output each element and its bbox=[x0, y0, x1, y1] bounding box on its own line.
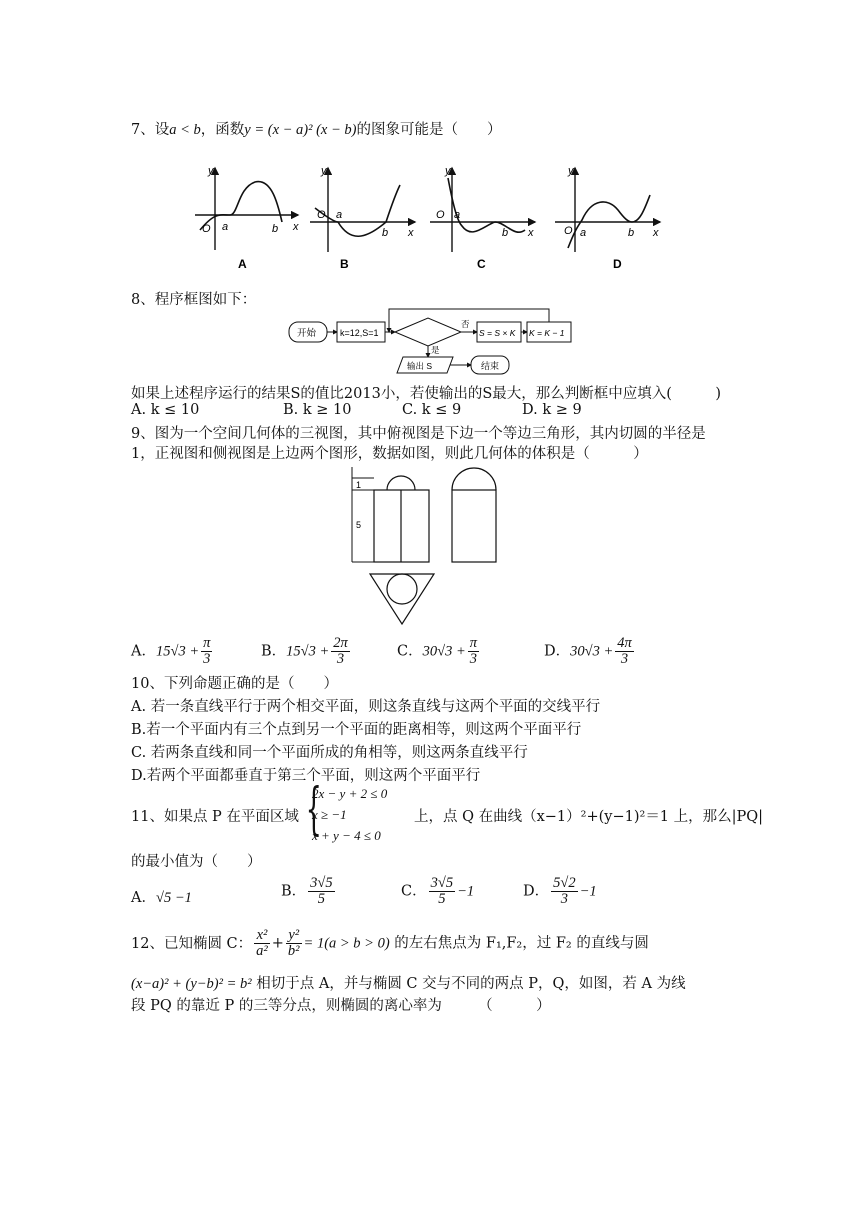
flow-output-label: 输出 S bbox=[407, 361, 433, 371]
q9-option-d-den: 3 bbox=[620, 651, 629, 668]
q9-option-c bbox=[397, 636, 481, 667]
q10-option-a: A. 若一条直线平行于两个相交平面，则这条直线与这两个平面的交线平行 bbox=[131, 699, 601, 715]
q11-ineq-1: 2x − y + 2 ≤ 0 bbox=[312, 786, 388, 801]
q7-b-ylabel: y bbox=[321, 165, 327, 177]
q11-suffix: 上，点 Q 在曲线（x−1）²+(y−1)²＝1 上，那么|PQ| bbox=[414, 809, 764, 825]
q7-stem-prefix: 7、设 bbox=[131, 122, 170, 138]
q9-option-d-whole: 30√3 + bbox=[570, 643, 614, 660]
q7-a-pt-a: a bbox=[222, 221, 229, 233]
q10-option-b: B.若一个平面内有三个点到另一个平面的距离相等，则这两个平面平行 bbox=[131, 722, 582, 738]
q12-line1: 12、已知椭圆 C： $\frac{\text{x²}}{\text{a²}}$ + $\frac{\text{y²}}{\text{b²}}$ = 1(a > b > 0) 的左右焦点为 F₁,F₂，过 F₂ 的直线与圆 bbox=[131, 927, 649, 960]
q7-graph-b bbox=[310, 165, 415, 271]
q9-dim-1: 1 bbox=[356, 480, 362, 490]
q11-line2: 的最小值为（ ） bbox=[131, 854, 262, 870]
q8-flowchart bbox=[285, 305, 585, 380]
q11-option-d-tail: −1 bbox=[579, 883, 597, 900]
q11-option-a-text: √5 −1 bbox=[155, 890, 192, 906]
q9-front-view bbox=[352, 467, 429, 562]
q7-d-xlabel: x bbox=[653, 227, 659, 239]
q9-option-b-den: 3 bbox=[336, 651, 345, 668]
q8-question: 如果上述程序运行的结果S的值比2013小，若使输出的S最大，那么判断框中应填入( ) bbox=[131, 386, 722, 402]
q8-option-c: C. k ≤ 9 bbox=[402, 402, 462, 418]
q7-stem bbox=[131, 118, 501, 139]
q7-a-label: A bbox=[238, 257, 247, 271]
flow-start-label: 开始 bbox=[297, 328, 317, 339]
q8-option-a: A. k ≤ 10 bbox=[131, 402, 200, 418]
q12-line3: 段 PQ 的靠近 P 的三等分点，则椭圆的离心率为 （ ） bbox=[131, 998, 551, 1014]
q12-mid: 的左右焦点为 F₁,F₂，过 F₂ 的直线与圆 bbox=[394, 935, 649, 952]
flow-yes-label: 是 bbox=[431, 345, 440, 355]
q7-b-label: B bbox=[340, 257, 349, 271]
q11-option-b bbox=[281, 876, 337, 907]
q11-option-c-den: 5 bbox=[438, 891, 446, 908]
q9-option-c-den: 3 bbox=[469, 651, 477, 668]
q12-frac-y: $\frac{\text{y²}}{\text{b²}}$ bbox=[287, 927, 300, 960]
q9-option-a bbox=[131, 636, 214, 667]
q12-line2 bbox=[131, 972, 686, 993]
q9-line1: 9、图为一个空间几何体的三视图，其中俯视图是下边一个等边三角形，其内切圆的半径是 bbox=[131, 426, 706, 442]
q7-stem-suffix: 的图象可能是（ ） bbox=[356, 122, 502, 138]
q7-d-ylabel: y bbox=[568, 165, 574, 177]
q10-option-c: C. 若两条直线和同一个平面所成的角相等，则这两条直线平行 bbox=[131, 745, 528, 761]
flow-decision bbox=[395, 318, 461, 346]
q7-stem-mid: ，函数 bbox=[200, 122, 245, 138]
flow-step2-label: K = K − 1 bbox=[529, 328, 565, 338]
q11-ineq-3: x + y − 4 ≤ 0 bbox=[312, 828, 381, 843]
q11-option-b-num: 3√5 bbox=[310, 875, 333, 891]
q7-condition: a < b bbox=[169, 122, 201, 138]
q7-graph-d bbox=[555, 165, 660, 271]
q9-top-view bbox=[370, 574, 434, 624]
q9-option-c-num: π bbox=[469, 635, 477, 651]
q11-option-d-num: 5√2 bbox=[553, 875, 576, 891]
q11-option-d-den: 3 bbox=[560, 891, 568, 908]
q11-option-a bbox=[131, 886, 192, 907]
q9-option-b-whole: 15√3 + bbox=[286, 643, 330, 660]
flow-end-label: 结束 bbox=[481, 361, 500, 371]
q9-line2: 1，正视图和侧视图是上边两个图形，数据如图，则此几何体的体积是（ ） bbox=[131, 446, 648, 462]
q7-c-label: C bbox=[477, 257, 486, 271]
q7-b-pt-a: a bbox=[336, 209, 343, 221]
q7-a-ylabel: y bbox=[208, 165, 214, 177]
q11-option-d-label: D． bbox=[523, 883, 550, 900]
q7-a-origin: O bbox=[202, 223, 211, 235]
q7-c-origin: O bbox=[436, 209, 445, 221]
q11-option-b-den: 5 bbox=[317, 891, 326, 908]
q11-option-b-label: B． bbox=[281, 883, 307, 900]
flow-no-label: 否 bbox=[461, 319, 470, 329]
q7-c-ylabel: y bbox=[445, 165, 451, 177]
q9-option-a-whole: 15√3 + bbox=[155, 643, 200, 660]
q7-d-pt-a: a bbox=[580, 227, 587, 239]
q7-c-pt-b: b bbox=[502, 227, 509, 239]
q11-options bbox=[131, 874, 751, 918]
q9-option-a-num: π bbox=[203, 635, 211, 651]
q7-graph-c bbox=[430, 165, 535, 271]
q7-c-xlabel: x bbox=[528, 227, 534, 239]
q8-stem: 8、程序框图如下： bbox=[131, 292, 257, 308]
q9-option-b-label: B． bbox=[261, 643, 287, 660]
q10-option-d: D.若两个平面都垂直于第三个平面，则这两个平面平行 bbox=[131, 768, 481, 784]
flow-step1-label: S = S × K bbox=[479, 328, 516, 338]
q9-option-c-whole: 30√3 + bbox=[422, 643, 466, 660]
q11-option-a-label: A． bbox=[131, 890, 156, 906]
q7-c-pt-a: a bbox=[454, 209, 461, 221]
q7-b-pt-b: b bbox=[382, 227, 389, 239]
q9-option-d-num: 4π bbox=[617, 635, 632, 651]
q12-eq-tail: = 1(a > b > 0) bbox=[303, 935, 390, 952]
q12-frac-x: $\frac{\text{x²}}{\text{a²}}$ bbox=[256, 927, 268, 960]
q10-stem: 10、下列命题正确的是（ ） bbox=[131, 676, 338, 692]
q7-d-origin: O bbox=[564, 225, 573, 237]
q9-option-a-den: 3 bbox=[203, 651, 211, 668]
q7-d-pt-b: b bbox=[628, 227, 635, 239]
q11-option-c-label: C． bbox=[401, 883, 427, 900]
q7-b-origin: O bbox=[317, 209, 326, 221]
q12-line2-text: 相切于点 A，并与椭圆 C 交与不同的两点 P，Q，如图，若 A 为线 bbox=[256, 976, 686, 992]
flow-init-label: k=12,S=1 bbox=[340, 328, 379, 338]
q8-option-b: B. k ≥ 10 bbox=[283, 402, 352, 418]
q9-option-b bbox=[261, 636, 352, 667]
q7-a-xlabel: x bbox=[293, 221, 299, 233]
q11-region-brace: { bbox=[305, 777, 322, 842]
q8-option-d: D. k ≥ 9 bbox=[522, 402, 582, 418]
q11-option-c-num: 3√5 bbox=[430, 875, 454, 891]
q11-prefix: 11、如果点 P 在平面区域 bbox=[131, 809, 299, 825]
q9-dim-5: 5 bbox=[356, 520, 362, 530]
q9-option-d-label: D． bbox=[544, 643, 571, 660]
q11-option-d bbox=[523, 876, 597, 907]
q9-three-views bbox=[340, 462, 520, 632]
q12-prefix: 12、已知椭圆 C： bbox=[131, 935, 253, 952]
q12-circle-eq: (x−a)² + (y−b)² = b² bbox=[131, 976, 252, 992]
q7-b-xlabel: x bbox=[408, 227, 414, 239]
q9-side-view bbox=[452, 468, 496, 562]
q7-a-pt-b: b bbox=[272, 223, 279, 235]
q7-graph-a bbox=[195, 165, 299, 271]
q9-option-d bbox=[544, 636, 636, 667]
q9-option-b-num: 2π bbox=[333, 635, 348, 651]
q7-function: y = (x − a)² (x − b) bbox=[244, 122, 357, 138]
q7-d-label: D bbox=[613, 257, 622, 271]
q7-graphs bbox=[190, 160, 670, 275]
q9-options bbox=[131, 628, 731, 668]
q9-option-c-label: C． bbox=[397, 643, 423, 660]
q11-option-c-tail: −1 bbox=[457, 883, 475, 900]
q9-option-a-label: A． bbox=[131, 643, 156, 660]
q11-option-c bbox=[401, 876, 474, 907]
q11-ineq-2: x ≥ −1 bbox=[312, 807, 347, 822]
